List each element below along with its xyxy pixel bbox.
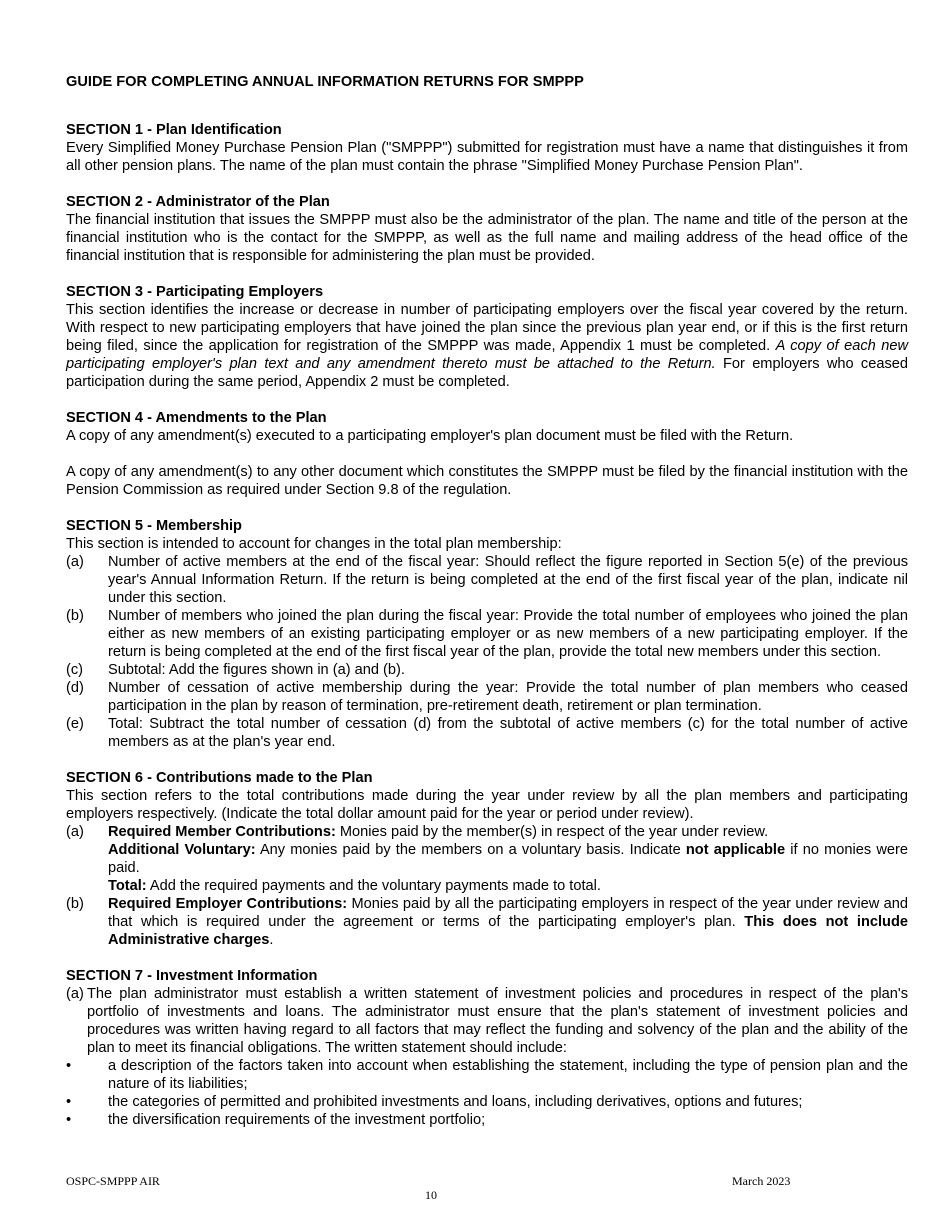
section-4-paragraph-1: A copy of any amendment(s) executed to a participating employer's plan document must be filed with the Return. bbox=[66, 428, 794, 444]
period: . bbox=[269, 932, 274, 948]
list-item bbox=[66, 985, 908, 1057]
list-item-label: (b) bbox=[66, 608, 84, 624]
list-item-label: (c) bbox=[66, 662, 84, 678]
list-item-label: (a) bbox=[66, 554, 84, 570]
section-6-intro: This section refers to the total contributions made during the year under review by all the plan members and participating employers respectively. (Indicate the total dollar amount paid for the year or period under review). bbox=[66, 788, 908, 822]
section-3-text bbox=[66, 301, 908, 391]
section-5 bbox=[66, 517, 908, 751]
list-item bbox=[66, 679, 908, 715]
bullet-text: the diversification requirements of the investment portfolio; bbox=[108, 1112, 486, 1128]
employer-contributions-term: Required Employer Contributions: bbox=[108, 896, 348, 912]
section-5-heading: SECTION 5 - Membership bbox=[66, 518, 242, 534]
section-4-paragraph-2: A copy of any amendment(s) to any other document which constitutes the SMPPP must be filed by the financial institution with the Pension Commission as required under Section 9.8 of the regulation. bbox=[66, 464, 908, 498]
bullet-icon: • bbox=[66, 1112, 72, 1128]
list-item-text bbox=[108, 823, 908, 895]
employer-contributions-text: Monies paid by all the participating employers in respect of the year under review and that which is required under the agreement or terms of the participating employer's plan. bbox=[108, 896, 908, 930]
section-1-text: Every Simplified Money Purchase Pension Plan ("SMPPP") submitted for registration must have a name that distinguishes it from all other pension plans. The name of the plan must contain the phrase "Simplified Money Purchase Pension Plan". bbox=[66, 140, 908, 174]
footer-document-code: OSPC-SMPPP AIR bbox=[66, 1174, 160, 1188]
list-item bbox=[66, 715, 908, 751]
section-3-heading: SECTION 3 - Participating Employers bbox=[66, 284, 324, 300]
list-item-label: (d) bbox=[66, 680, 84, 696]
section-2 bbox=[66, 193, 908, 265]
list-item-text: The plan administrator must establish a written statement of investment policies and procedures in respect of the plan's portfolio of investments and loans. The administrator must ensure that the plan's statement of investment policies and procedures was written having regard to all factors that may reflect the funding and solvency of the plan and the ability of the plan to meet its financial obligations. The written statement should include: bbox=[87, 986, 908, 1056]
list-item-label: (a) bbox=[66, 824, 84, 840]
list-item bbox=[66, 823, 908, 895]
list-item-text: Number of cessation of active membership during the year: Provide the total number of plan members who ceased participation in the plan by reason of termination, pre-retirement death, retirement or plan termination. bbox=[108, 680, 908, 714]
section-2-text: The financial institution that issues the SMPPP must also be the administrator of the plan. The name and title of the person at the financial institution who is the contact for the SMPPP, as well as the full name and mailing address of the head office of the financial institution that is responsible for administering the plan must be provided. bbox=[66, 212, 908, 264]
section-7-heading: SECTION 7 - Investment Information bbox=[66, 968, 318, 984]
bullet-icon: • bbox=[66, 1094, 72, 1110]
bullet-item bbox=[66, 1093, 908, 1111]
section-4-heading: SECTION 4 - Amendments to the Plan bbox=[66, 410, 327, 426]
list-item-label: (a) bbox=[66, 986, 84, 1002]
section-4 bbox=[66, 409, 908, 499]
section-3 bbox=[66, 283, 908, 391]
list-item-text bbox=[108, 895, 908, 949]
list-item-label: (e) bbox=[66, 716, 84, 732]
list-item-text: Total: Subtract the total number of cessation (d) from the subtotal of active members (c) for the total number of active members as at the plan's year end. bbox=[108, 716, 908, 750]
section-3-text-part1: This section identifies the increase or decrease in number of participating employers over the fiscal year covered by the return. With respect to new participating employers that have joined the plan since the previous plan year end, or if this is the first return being filed, since the application for registration of the SMPPP was made, Appendix 1 must be completed. bbox=[66, 302, 908, 354]
list-item bbox=[66, 553, 908, 607]
member-contributions-term: Required Member Contributions: bbox=[108, 824, 336, 840]
list-item bbox=[66, 607, 908, 661]
section-5-intro: This section is intended to account for changes in the total plan membership: bbox=[66, 536, 562, 552]
administrative-charges-note: This does not include Administrative charges bbox=[108, 914, 909, 948]
total-term: Total: bbox=[108, 878, 147, 894]
bullet-icon: • bbox=[66, 1058, 72, 1074]
bullet-text: the categories of permitted and prohibited investments and loans, including derivatives, options and futures; bbox=[108, 1094, 803, 1110]
section-6-heading: SECTION 6 - Contributions made to the Plan bbox=[66, 770, 373, 786]
additional-voluntary-term: Additional Voluntary: bbox=[108, 842, 256, 858]
bullet-item bbox=[66, 1057, 908, 1093]
bullet-text: a description of the factors taken into account when establishing the statement, including the type of pension plan and the nature of its liabilities; bbox=[108, 1058, 908, 1092]
additional-voluntary-text: Any monies paid by the members on a voluntary basis. Indicate bbox=[255, 842, 686, 858]
list-item-text: Subtotal: Add the figures shown in (a) and (b). bbox=[108, 662, 405, 678]
page-number: 10 bbox=[425, 1188, 437, 1202]
section-6 bbox=[66, 769, 908, 949]
section-3-italic-note: A copy of each new participating employer's plan text and any amendment thereto must be attached to the Return. bbox=[66, 338, 908, 372]
section-2-heading: SECTION 2 - Administrator of the Plan bbox=[66, 194, 330, 210]
section-1-heading: SECTION 1 - Plan Identification bbox=[66, 122, 282, 138]
list-item-text: Number of active members at the end of the fiscal year: Should reflect the figure reported in Section 5(e) of the previous year's Annual Information Return. If the return is being completed at the end of the first fiscal year of the plan, indicate nil under this section. bbox=[108, 554, 908, 606]
list-item-label: (b) bbox=[66, 896, 84, 912]
list-item bbox=[66, 895, 908, 949]
section-7 bbox=[66, 967, 908, 1129]
footer-date: March 2023 bbox=[732, 1174, 791, 1188]
additional-voluntary-text-end: if no monies were paid. bbox=[108, 842, 908, 876]
section-1 bbox=[66, 121, 908, 175]
member-contributions-text: Monies paid by the member(s) in respect of the year under review. bbox=[335, 824, 769, 840]
list-item-text: Number of members who joined the plan during the fiscal year: Provide the total number of employees who joined the plan either as new members of an existing participating employer or as new members of a new participating employer. If the return is being completed at the end of the first fiscal year of the plan, provide the total new members under this section. bbox=[108, 608, 908, 660]
not-applicable-term: not applicable bbox=[685, 842, 786, 858]
section-3-text-part2: For employers who ceased participation during the same period, Appendix 2 must be completed. bbox=[66, 356, 908, 390]
total-text: Add the required payments and the voluntary payments made to total. bbox=[146, 878, 601, 894]
list-item bbox=[66, 661, 908, 679]
document-page bbox=[66, 73, 908, 1147]
bullet-item bbox=[66, 1111, 908, 1129]
page-title: GUIDE FOR COMPLETING ANNUAL INFORMATION RETURNS FOR SMPPP bbox=[66, 74, 584, 90]
